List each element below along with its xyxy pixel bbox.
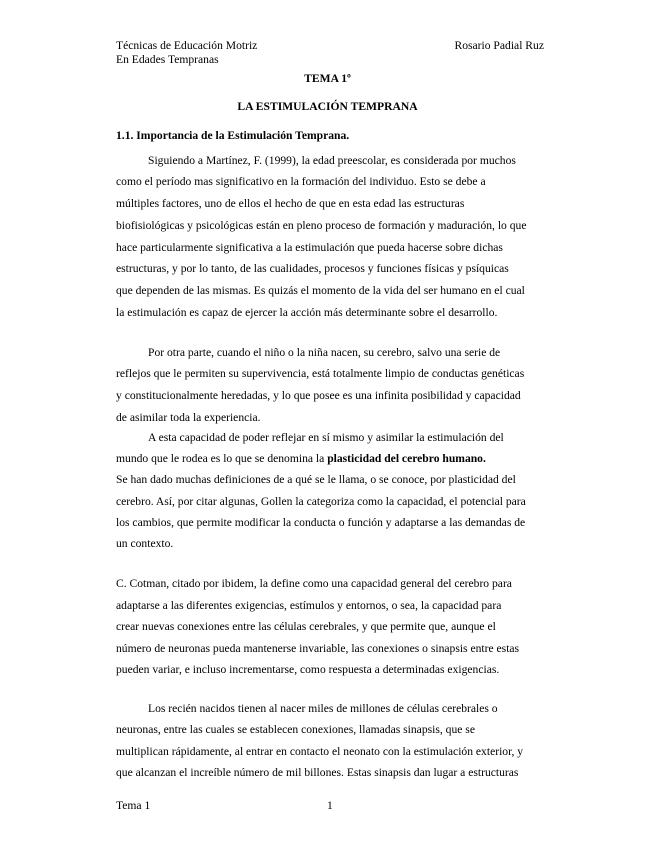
text-line: crear nuevas conexiones entre las células cerebrales, y que permite que, aunque el [116, 620, 496, 633]
text-line: múltiples factores, uno de ellos el hecho de que en esta edad las estructuras [116, 197, 465, 210]
text-line: los cambios, que permite modificar la conducta o función y adaptarse a las demandas de [116, 516, 526, 529]
chapter-number: TEMA 1º [304, 72, 351, 85]
text-line: Los recién nacidos tienen al nacer miles de millones de células cerebrales o [148, 702, 498, 715]
text-run: mundo que le rodea es lo que se denomina la [116, 452, 328, 465]
text-line: adaptarse a las diferentes exigencias, estímulos y entornos, o sea, la capacidad para [116, 599, 502, 612]
text-line: un contexto. [116, 537, 174, 550]
chapter-title: LA ESTIMULACIÓN TEMPRANA [237, 100, 418, 113]
footer-chapter: Tema 1 [116, 799, 151, 812]
text-line: multiplican rápidamente, al entrar en contacto el neonato con la estimulación exterior, y [116, 745, 524, 758]
text-line: la estimulación es capaz de ejercer la acción más determinante sobre el desarrollo. [116, 306, 498, 319]
text-line: Por otra parte, cuando el niño o la niña nacen, su cerebro, salvo una serie de [148, 346, 501, 359]
text-line: que alcanzan el increíble número de mil billones. Estas sinapsis dan lugar a estructuras [116, 766, 519, 779]
header-left [116, 39, 257, 67]
header-course-title: Técnicas de Educación Motriz [116, 39, 258, 52]
header-author: Rosario Padial Ruz [454, 39, 544, 52]
text-line: A esta capacidad de poder reflejar en sí mismo y asimilar la estimulación del [148, 431, 504, 444]
text-line: hace particularmente significativa a la estimulación que pueda hacerse sobre dichas [116, 241, 503, 254]
text-line: C. Cotman, citado por ibidem, la define como una capacidad general del cerebro para [116, 577, 512, 590]
text-line: cerebro. Así, por citar algunas, Gollen la categoriza como la capacidad, el potencial para [116, 495, 526, 508]
section-heading: 1.1. Importancia de la Estimulación Temprana. [116, 129, 350, 142]
emphasized-term: plasticidad del cerebro humano. [327, 452, 486, 465]
text-line: número de neuronas pueda mantenerse invariable, las conexiones o sinapsis entre estas [116, 642, 520, 655]
text-line: estructuras, y por lo tanto, de las cualidades, procesos y funciones físicas y psíquicas [116, 262, 509, 275]
text-line [116, 452, 486, 465]
page-number: 1 [327, 799, 333, 812]
text-line: de asimilar toda la experiencia. [116, 411, 261, 424]
text-line: neuronas, entre las cuales se establecen conexiones, llamadas sinapsis, que se [116, 723, 475, 736]
text-line: Siguiendo a Martínez, F. (1999), la edad preescolar, es considerada por muchos [148, 154, 516, 167]
text-line: y constitucionalmente heredadas, y lo que posee es una infinita posibilidad y capacidad [116, 389, 521, 402]
text-line: reflejos que le permiten su supervivencia, está totalmente limpio de conductas genéticas [116, 367, 525, 380]
text-line: biofisiológicas y psicológicas están en pleno proceso de formación y maduración, lo que [116, 219, 527, 232]
text-line: pueden variar, e incluso incrementarse, como respuesta a determinadas exigencias. [116, 663, 500, 676]
text-line: como el período mas significativo en la formación del individuo. Esto se debe a [116, 175, 486, 188]
text-line: que dependen de las mismas. Es quizás el momento de la vida del ser humano en el cual [116, 284, 525, 297]
text-line: Se han dado muchas definiciones de a qué se le llama, o se conoce, por plasticidad del [116, 473, 516, 486]
header-course-subtitle: En Edades Tempranas [116, 53, 219, 66]
